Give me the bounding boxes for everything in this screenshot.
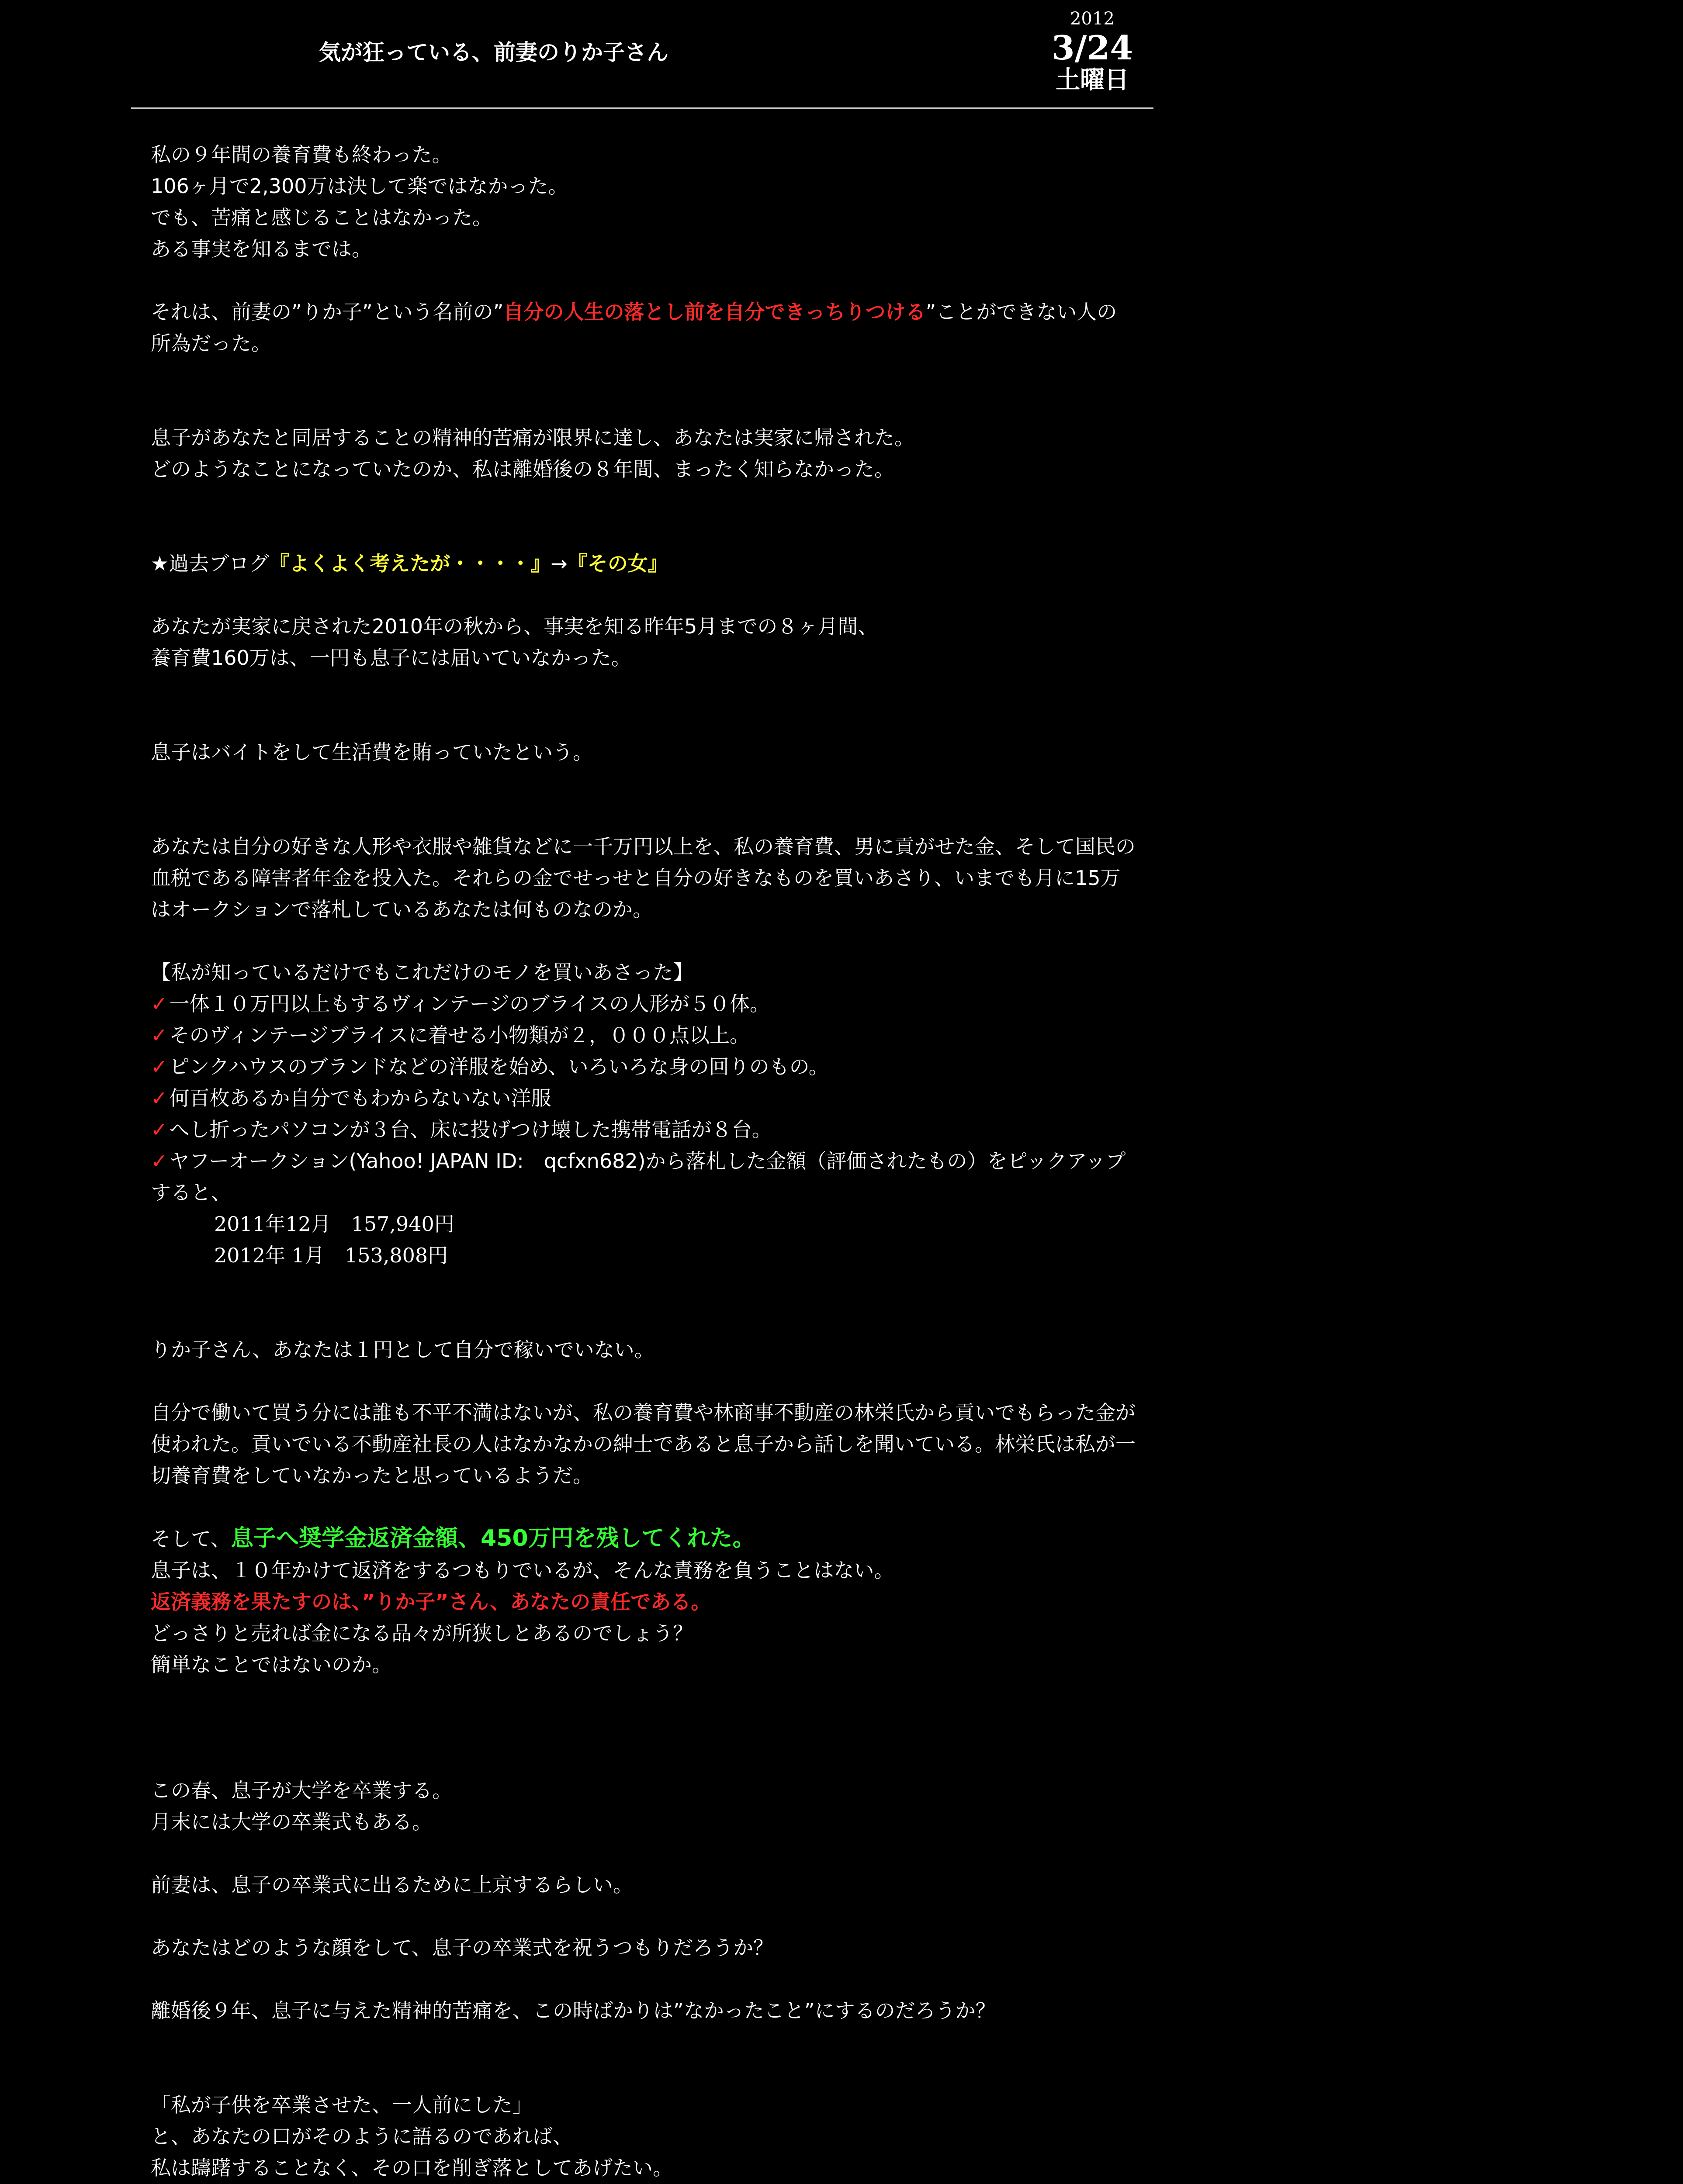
paragraph: 私は躊躇することなく、その口を削ぎ落としてあげたい。 (151, 2156, 673, 2180)
paragraph: 「私が子供を卒業させた、一人前にした」 (151, 2093, 533, 2117)
check-icon: ✓ (151, 1118, 168, 1141)
paragraph: あなたが実家に戻された2010年の秋から、事実を知る昨年5月までの８ヶ月間、 (151, 615, 878, 638)
paragraph (151, 296, 1136, 359)
paragraph: 養育費160万は、一円も息子には届いていなかった。 (151, 646, 631, 670)
paragraph: 前妻は、息子の卒業式に出るために上京するらしい。 (151, 1873, 633, 1897)
paragraph: どっさりと売れば金になる品々が所狭しとあるのでしょう？ (151, 1621, 693, 1645)
paragraph: 息子は、１０年かけて返済をするつもりでいるが、そんな責務を負うことはない。 (151, 1559, 894, 1582)
check-icon: ✓ (151, 1055, 168, 1078)
text: ★過去ブログ (151, 552, 270, 575)
list-item (151, 1145, 1136, 1208)
list-item-text: 何百枚あるか自分でもわからないない洋服 (169, 1086, 551, 1110)
paragraph: 離婚後９年、息子に与えた精神的苦痛を、この時ばかりは”なかったこと”にするのだろうか？ (151, 1999, 996, 2022)
paragraph: あなたは自分の好きな人形や衣服や雑貨などに一千万円以上を、私の養育費、男に貢がせた金、そして国民の血税である障害者年金を投入た。それらの金でせっせと自分の好きなものを買いあさり、いまでも月に15万はオークションで落札しているあなたは何ものなのか。 (151, 835, 1136, 921)
post-body (151, 139, 1136, 2184)
paragraph: りか子さん、あなたは１円として自分で稼いでいない。 (151, 1338, 654, 1362)
paragraph: 106ヶ月で2,300万は決して楽ではなかった。 (151, 174, 568, 198)
text: ”ことができない人の所為だった。 (151, 300, 1117, 355)
paragraph: でも、苦痛と感じることはなかった。 (151, 206, 492, 229)
date-month-day: 3/24 (1051, 28, 1133, 67)
paragraph: 簡単なことではないのか。 (151, 1653, 392, 1676)
emphasis-text: 息子へ奨学金返済金額、450万円を残してくれた。 (231, 1525, 755, 1552)
check-icon: ✓ (151, 1149, 168, 1173)
post-date (1049, 8, 1136, 94)
arrow-text: → (551, 552, 568, 575)
check-icon: ✓ (151, 992, 168, 1016)
paragraph: どのようなことになっていたのか、私は離婚後の８年間、まったく知らなかった。 (151, 457, 894, 481)
list-item (151, 1051, 1136, 1082)
paragraph: と、あなたの口がそのように語るのであれば、 (151, 2125, 573, 2148)
amount-row: 2011年12月 157,940円 (214, 1212, 454, 1236)
post-header (131, 0, 1153, 109)
paragraph: 息子はバイトをして生活費を賄っていたという。 (151, 740, 593, 764)
list-item-text: ピンクハウスのブランドなどの洋服を始め、いろいろな身の回りのもの。 (169, 1055, 829, 1078)
paragraph: この春、息子が大学を卒業する。 (151, 1779, 452, 1802)
past-blog-link-1[interactable]: 『よくよく考えたが・・・・』 (269, 552, 551, 575)
list-item (151, 1019, 1136, 1051)
paragraph: 自分で働いて買う分には誰も不平不満はないが、私の養育費や林商事不動産の林栄氏から貢いでもらった金が使われた。貢いでいる不動産社長の人はなかなかの紳士であると息子から話しを聞いている。林栄氏は私が一切養育費をしていなかったと思っているようだ。 (151, 1401, 1136, 1487)
list-item-text: ヤフーオークション(Yahoo! JAPAN ID: qcfxn682)から落札した金額（評価されたもの）をピックアップすると、 (151, 1149, 1126, 1204)
list-item-text: 一体１０万円以上もするヴィンテージのブライスの人形が５０体。 (169, 992, 770, 1016)
paragraph: ある事実を知るまでは。 (151, 237, 372, 261)
paragraph: 私の９年間の養育費も終わった。 (151, 143, 452, 166)
paragraph (151, 1523, 1136, 1555)
list-item (151, 988, 1136, 1019)
text: そして、 (151, 1527, 231, 1551)
check-icon: ✓ (151, 1023, 168, 1047)
list-item (151, 1114, 1136, 1145)
list-item-text: へし折ったパソコンが３台、床に投げつけ壊した携帯電話が８台。 (169, 1118, 772, 1141)
paragraph: 息子があなたと同居することの精神的苦痛が限界に達し、あなたは実家に帰された。 (151, 426, 914, 449)
date-year: 2012 (1070, 9, 1115, 29)
paragraph: 月末には大学の卒業式もある。 (151, 1810, 432, 1834)
list-item (151, 1082, 1136, 1114)
date-weekday: 土曜日 (1056, 66, 1129, 94)
past-blog-link-2[interactable]: 『その女』 (567, 552, 668, 575)
paragraph: あなたはどのような顔をして、息子の卒業式を祝うつもりだろうか？ (151, 1936, 774, 1959)
check-icon: ✓ (151, 1086, 168, 1110)
emphasis-paragraph: 返済義務を果たすのは、”りか子”さん、あなたの責任である。 (151, 1590, 711, 1614)
past-blog-links (151, 548, 1136, 579)
list-item-text: そのヴィンテージブライスに着せる小物類が２，０００点以上。 (169, 1023, 750, 1047)
text: それは、前妻の”りか子”という名前の” (151, 300, 504, 324)
amount-row: 2012年 1月 153,808円 (214, 1244, 448, 1267)
paragraph: 【私が知っているだけでもこれだけのモノを買いあさった】 (151, 961, 693, 984)
emphasis-text: 自分の人生の落とし前を自分できっちりつける (503, 300, 926, 324)
post-title: 気が狂っている、前妻のりか子さん (319, 40, 668, 65)
